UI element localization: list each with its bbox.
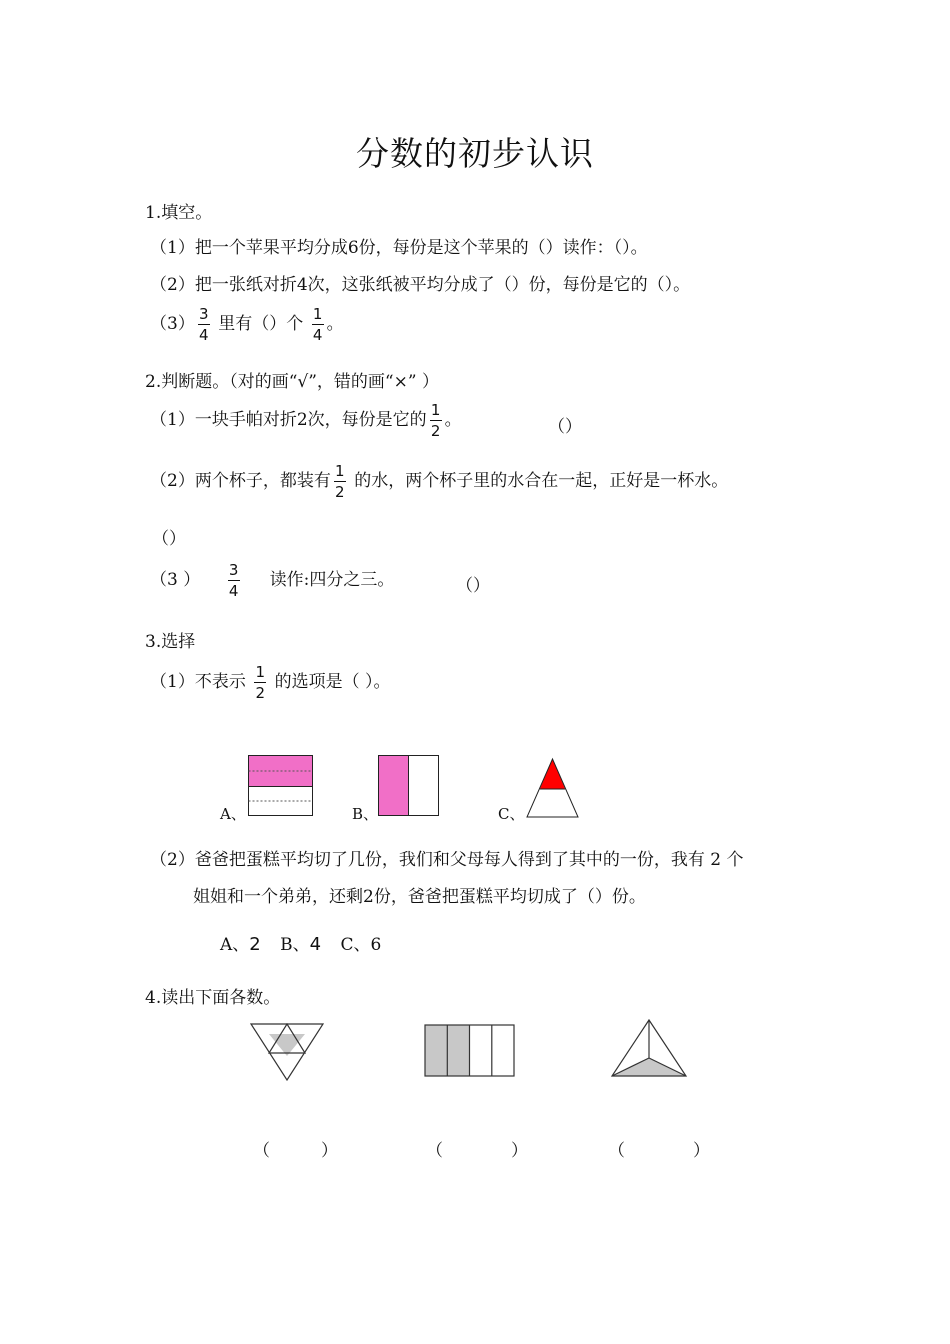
q2-item1-blank[interactable]: （） [548, 417, 582, 437]
q1-heading: 1.填空。 [145, 203, 213, 223]
fraction: $\frac{3}{4}$ [199, 305, 209, 344]
q1-item3: （3） $\frac{3}{4}$ 里有（）个 $\frac{1}{4}$ 。 [150, 305, 344, 344]
q2-item3-blank[interactable]: （） [456, 576, 490, 596]
q4-figure-1 [250, 1022, 326, 1082]
q2-item1: （1）一块手帕对折2次，每份是它的 $\frac{1}{2}$ 。 [150, 401, 462, 440]
option-c-figure [526, 757, 582, 819]
option-c-label: C、 [498, 805, 525, 823]
fraction: $\frac{1}{2}$ [430, 401, 441, 440]
option-a-figure [248, 755, 314, 817]
q3-heading: 3.选择 [145, 632, 196, 652]
fraction: $\frac{1}{2}$ [255, 663, 265, 702]
q3-item2-choices: A、2 B、4 C、6 [220, 934, 382, 955]
q3-item2-line1: （2）爸爸把蛋糕平均切了几份，我们和父母每人得到了其中的一份，我有 2 个 [150, 850, 744, 870]
q2-heading: 2.判断题。（对的画“√”，错的画“×” ） [145, 372, 439, 392]
fraction: $\frac{3}{4}$ [228, 561, 239, 600]
q4-blank-2[interactable]: （ ） [426, 1141, 528, 1161]
q1-item2: （2）把一张纸对折4次，这张纸被平均分成了（）份，每份是它的（）。 [150, 275, 691, 295]
fraction: $\frac{1}{2}$ [335, 462, 345, 501]
q4-figure-3 [610, 1018, 688, 1080]
option-b-label: B、 [352, 805, 379, 823]
shaded-part [540, 759, 565, 789]
shaded-part [612, 1058, 686, 1076]
q4-blank-1[interactable]: （ ） [253, 1141, 338, 1161]
q2-item2: （2）两个杯子，都装有 $\frac{1}{2}$ 的水，两个杯子里的水合在一起，正好是一杯水。 [150, 462, 729, 501]
fraction: $\frac{1}{4}$ [312, 305, 323, 344]
q2-item2-blank[interactable]: （） [152, 529, 186, 549]
page-title: 分数的初步认识 [356, 134, 594, 173]
q4-figure-2 [424, 1024, 516, 1078]
option-b-figure [378, 755, 440, 817]
option-a-label: A、 [220, 805, 246, 823]
shaded-part [379, 756, 409, 816]
q4-heading: 4.读出下面各数。 [145, 988, 281, 1008]
q3-item1: （1）不表示 $\frac{1}{2}$ 的选项是（ ）。 [150, 663, 391, 702]
q3-item2-line2: 姐姐和一个弟弟，还剩2份，爸爸把蛋糕平均切成了（）份。 [193, 887, 646, 907]
q1-item1: （1）把一个苹果平均分成6份，每份是这个苹果的（）读作：（）。 [150, 238, 648, 258]
q2-item3: （3 ） $\frac{3}{4}$ 读作:四分之三。 [150, 561, 395, 600]
q4-blank-3[interactable]: （ ） [608, 1141, 710, 1161]
